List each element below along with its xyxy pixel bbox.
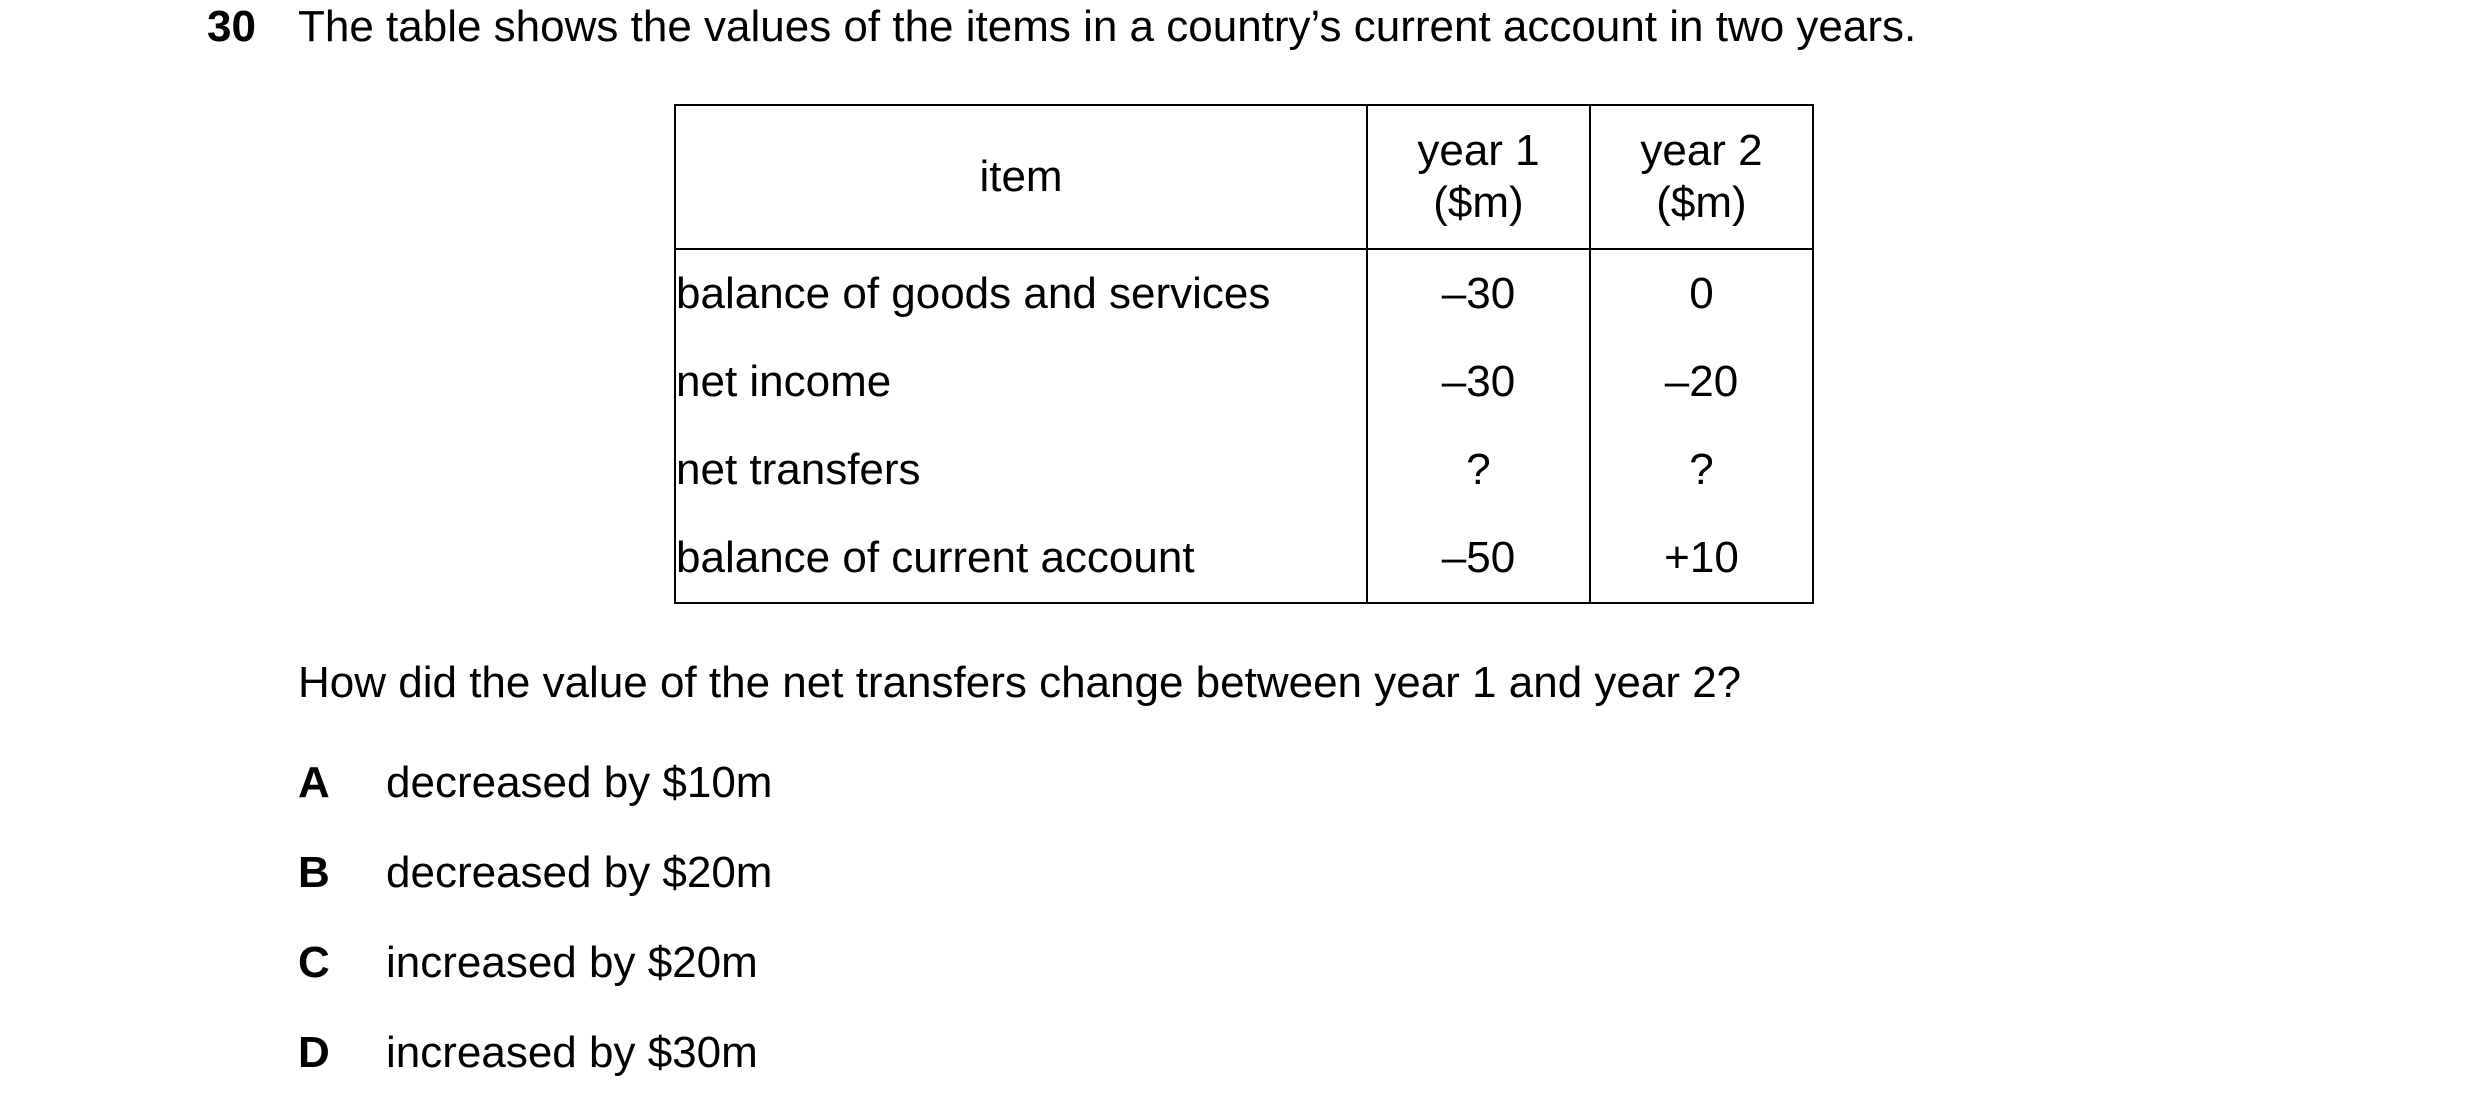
option-text: decreased by $20m	[386, 848, 773, 897]
header-year2	[1590, 105, 1813, 249]
table-row	[675, 249, 1813, 338]
row-item: balance of goods and services	[675, 249, 1367, 338]
option-text: increased by $20m	[386, 938, 758, 987]
table-row	[675, 426, 1813, 514]
table-row	[675, 514, 1813, 603]
option-text: decreased by $10m	[386, 758, 773, 807]
row-year1-value: –30	[1367, 338, 1590, 426]
question-stem: The table shows the values of the items in a country’s current account in two years.	[298, 2, 1917, 51]
row-year2-value: +10	[1590, 514, 1813, 603]
option-a[interactable]	[298, 756, 772, 810]
table-header-row	[675, 105, 1813, 249]
row-year1-value: ?	[1367, 426, 1590, 514]
table-row	[675, 338, 1813, 426]
option-text: increased by $30m	[386, 1028, 758, 1077]
header-item: item	[675, 105, 1367, 249]
option-letter: B	[298, 848, 330, 897]
header-year2-label: year 2	[1640, 126, 1763, 175]
question-number: 30	[207, 2, 256, 51]
option-d[interactable]	[298, 1026, 758, 1080]
header-year1-label: year 1	[1417, 126, 1540, 175]
option-c[interactable]	[298, 936, 758, 990]
option-letter: D	[298, 1028, 330, 1077]
row-item: net transfers	[675, 426, 1367, 514]
row-year1-value: –50	[1367, 514, 1590, 603]
option-letter: C	[298, 938, 330, 987]
question-prompt: How did the value of the net transfers change between year 1 and year 2?	[298, 658, 1742, 707]
option-letter: A	[298, 758, 330, 807]
row-year2-value: –20	[1590, 338, 1813, 426]
header-year1-unit: ($m)	[1433, 178, 1524, 227]
row-item: balance of current account	[675, 514, 1367, 603]
row-year2-value: 0	[1590, 249, 1813, 338]
header-year1	[1367, 105, 1590, 249]
current-account-table	[674, 104, 1814, 604]
row-year2-value: ?	[1590, 426, 1813, 514]
header-year2-unit: ($m)	[1656, 178, 1747, 227]
option-b[interactable]	[298, 846, 772, 900]
row-year1-value: –30	[1367, 249, 1590, 338]
row-item: net income	[675, 338, 1367, 426]
